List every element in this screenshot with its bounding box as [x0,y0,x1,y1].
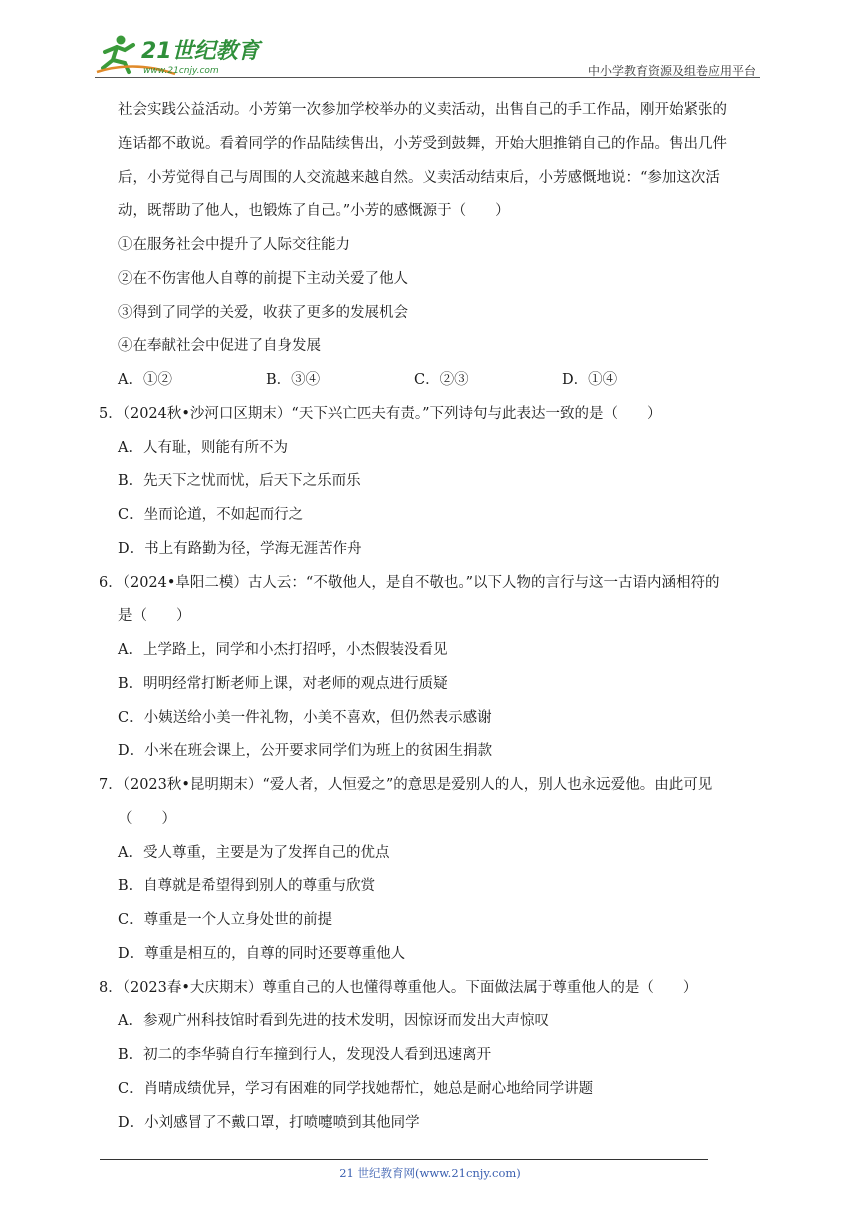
q4-text-line: 动，既帮助了他人，也锻炼了自己。”小芳的感慨源于（ ） [118,203,510,220]
q5-option-b[interactable]: B．先天下之忧而忧，后天下之乐而乐 [118,473,361,490]
q4-choice-d[interactable]: D．①④ [562,372,618,388]
q5-option-c[interactable]: C．坐而论道，不如起而行之 [118,507,304,523]
q4-choice-a[interactable]: A．①② [118,372,172,388]
q6-option-b[interactable]: B．明明经常打断老师上课，对老师的观点进行质疑 [118,675,448,692]
q5-stem: 5．（2024秋•沙河口区期末）“天下兴亡匹夫有责。”下列诗句与此表达一致的是（ ） [99,405,662,422]
q4-text-line: 连话都不敢说。看着同学的作品陆续售出，小芳受到鼓舞，开始大胆推销自己的作品。售出几件 [118,135,727,152]
q6-stem-cont: 是（ ） [118,608,191,625]
q8-option-a[interactable]: A．参观广州科技馆时看到先进的技术发明，因惊讶而发出大声惊叹 [118,1013,549,1030]
q7-option-b[interactable]: B．自尊就是希望得到别人的尊重与欣赏 [118,878,376,895]
q7-option-c[interactable]: C．尊重是一个人立身处世的前提 [118,912,333,928]
q6-option-c[interactable]: C．小姨送给小美一件礼物，小美不喜欢，但仍然表示感谢 [118,709,492,726]
q4-choices [118,370,763,390]
q4-statement: ①在服务社会中提升了人际交往能力 [118,237,350,253]
q8-option-b[interactable]: B．初二的李华骑自行车撞到行人，发现没人看到迅速离开 [118,1047,492,1063]
q5-option-d[interactable]: D．书上有路勤为径，学海无涯苦作舟 [118,540,362,557]
site-logo [95,30,265,78]
q8-stem: 8．（2023春•大庆期末）尊重自己的人也懂得尊重他人。下面做法属于尊重他人的是（ ） [99,979,698,996]
svg-text:www.21cnjy.com: www.21cnjy.com [143,66,219,76]
q4-statement: ②在不伤害他人自尊的前提下主动关爱了他人 [118,270,408,287]
svg-text:21世纪教育: 21世纪教育 [141,39,260,64]
footer-divider [100,1159,708,1160]
q7-option-a[interactable]: A．受人尊重，主要是为了发挥自己的优点 [118,844,390,861]
header-divider [95,77,760,78]
page-header [95,30,760,78]
runner-logo-icon [95,30,265,78]
question-content [99,100,763,1146]
q4-choice-b[interactable]: B．③④ [266,372,321,388]
q7-stem-cont: （ ） [118,810,176,827]
q4-statement: ④在奉献社会中促进了自身发展 [118,338,321,355]
footer-link[interactable]: 21 世纪教育网(www.21cnjy.com) [339,1166,521,1180]
q6-option-d[interactable]: D．小米在班会课上，公开要求同学们为班上的贫困生捐款 [118,743,493,760]
q7-stem: 7．（2023秋•昆明期末）“爱人者，人恒爱之”的意思是爱别人的人，别人也永远爱他。由此可见 [99,777,713,793]
q7-option-d[interactable]: D．尊重是相互的，自尊的同时还要尊重他人 [118,945,406,962]
q4-text-line: 后，小芳觉得自己与周围的人交流越来越自然。义卖活动结束后，小芳感慨地说：“参加这次活 [118,169,720,186]
q8-option-c[interactable]: C．肖晴成绩优异，学习有困难的同学找她帮忙，她总是耐心地给同学讲题 [118,1080,594,1097]
q4-statement: ③得到了同学的关爱，收获了更多的发展机会 [118,304,408,321]
q6-option-a[interactable]: A．上学路上，同学和小杰打招呼，小杰假装没看见 [118,642,448,658]
q4-text-line: 社会实践公益活动。小芳第一次参加学校举办的义卖活动，出售自己的手工作品，刚开始紧张的 [118,102,727,118]
q4-choice-c[interactable]: C．②③ [414,372,469,388]
platform-title: 中小学教育资源及组卷应用平台 [587,64,756,78]
q8-option-d[interactable]: D．小刘感冒了不戴口罩，打喷嚏喷到其他同学 [118,1114,420,1131]
q6-stem: 6．（2024•阜阳二模）古人云：“不敬他人，是自不敬也。”以下人物的言行与这一古语内涵相符的 [99,574,720,591]
q5-option-a[interactable]: A．人有耻，则能有所不为 [118,439,288,456]
